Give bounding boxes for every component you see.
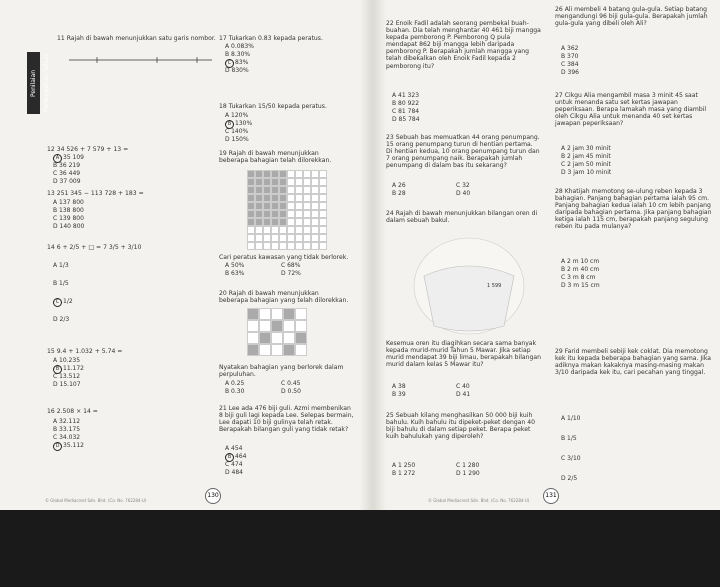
q19-option-d[interactable]: D 72% (281, 270, 301, 277)
grid-cell (255, 226, 263, 234)
q14-option-d[interactable]: D 2/3 (53, 316, 70, 323)
grid-cell (279, 186, 287, 194)
grid-cell (279, 234, 287, 242)
grid-cell (287, 242, 295, 250)
q23-option-a[interactable]: A 26 (392, 182, 406, 189)
grid-cell (271, 210, 279, 218)
q19-instruction: Cari peratus kawasan yang tidak berlorek. (219, 254, 349, 261)
q21-option-b[interactable]: B 464 (225, 453, 246, 462)
grid-cell (263, 194, 271, 202)
grid-cell (271, 332, 283, 344)
page-fold (360, 0, 386, 510)
q20-option-a[interactable]: A 0.25 (225, 380, 245, 387)
grid-cell (319, 170, 327, 178)
question-11: 11 Rajah di bawah menunjukkan satu garis nombor. (57, 35, 216, 42)
grid-cell (259, 332, 271, 344)
grid-cell (271, 308, 283, 320)
grid-cell (303, 226, 311, 234)
q16-option-a[interactable]: A 32.112 (53, 418, 81, 425)
q29-option-a[interactable]: A 1/10 (561, 415, 581, 422)
grid-cell (295, 218, 303, 226)
grid-cell (247, 320, 259, 332)
grid-cell (263, 242, 271, 250)
q19-option-b[interactable]: B 63% (225, 270, 245, 277)
grid-cell (295, 170, 303, 178)
q25-option-c[interactable]: C 1 280 (456, 462, 480, 469)
grid-cell (263, 178, 271, 186)
q18-option-b[interactable]: B 130% (225, 120, 252, 129)
q13-option-c[interactable]: C 139 800 (53, 215, 84, 222)
grid-cell (263, 226, 271, 234)
q25-option-a[interactable]: A 1 250 (392, 462, 416, 469)
grid-cell (247, 194, 255, 202)
grid-cell (311, 194, 319, 202)
question-29: 29 Farid membeli sebiji kek coklat. Dia memotong kek itu kepada beberapa bahagian yang sama. Jika adiknya makan kakaknya masing-masing makan 3/10 daripada kek itu, cari pecahan yang tinggal. (555, 348, 712, 377)
q15-option-a[interactable]: A 10.235 (53, 357, 81, 364)
question-22: 22 Enoik Fadil adalah seorang pembekal buah-buahan. Dia telah menghantar 40 461 biji mangga kepada pemborong P. Pemborong Q pula mendapat 862 biji mangga lebih daripada pemborong P. Berapakah jumlah mangga yang telah dibekalkan oleh Enoik Fadil kepada 2 pemborong itu? (386, 20, 541, 70)
grid-cell (303, 242, 311, 250)
q13-option-b[interactable]: B 138 800 (53, 207, 84, 214)
grid-cell (287, 194, 295, 202)
grid-cell (287, 186, 295, 194)
grid-cell (311, 186, 319, 194)
q18-option-c[interactable]: C 140% (225, 128, 249, 135)
grid-cell (283, 332, 295, 344)
q25-option-b[interactable]: B 1 272 (392, 470, 416, 477)
grid-cell (247, 226, 255, 234)
grid-cell (295, 202, 303, 210)
grid-cell (303, 210, 311, 218)
grid-cell (283, 308, 295, 320)
grid-cell (279, 202, 287, 210)
grid-cell (283, 344, 295, 356)
grid-cell (295, 194, 303, 202)
grid-cell (247, 344, 259, 356)
grid-cell (259, 308, 271, 320)
grid-cell (279, 178, 287, 186)
q27-option-a[interactable]: A 2 jam 30 minit (561, 145, 611, 152)
question-24: 24 Rajah di bawah menunjukkan bilangan oren di dalam sebuah bakul. (386, 210, 538, 225)
grid-cell (319, 202, 327, 210)
grid-cell (263, 210, 271, 218)
grid-cell (271, 186, 279, 194)
grid-cell (303, 194, 311, 202)
question-13: 13 251 345 − 113 728 + 183 = (47, 190, 144, 197)
grid-cell (311, 226, 319, 234)
q17-option-b[interactable]: B 8.30% (225, 51, 251, 58)
grid-cell (271, 170, 279, 178)
q19-grid (247, 170, 327, 250)
question-27: 27 Cikgu Alia mengambil masa 3 minit 45 saat untuk menanda satu set kertas jawapan peperiksaan. Berapa lamakah masa yang diambil oleh Cikgu Alia untuk menanda 40 set kertas jawapan peperiksaan? (555, 92, 707, 128)
q29-option-d[interactable]: D 2/5 (561, 475, 578, 482)
q18-option-a[interactable]: A 120% (225, 112, 249, 119)
grid-cell (287, 234, 295, 242)
q20-instruction: Nyatakan bahagian yang berlorek dalam perpuluhan. (219, 364, 344, 379)
grid-cell (287, 178, 295, 186)
grid-cell (263, 234, 271, 242)
grid-cell (287, 226, 295, 234)
grid-cell (311, 218, 319, 226)
grid-cell (303, 218, 311, 226)
q24-option-a[interactable]: A 38 (392, 383, 406, 390)
grid-cell (271, 202, 279, 210)
q27-option-d[interactable]: D 3 jam 10 minit (561, 169, 612, 176)
q17-option-a[interactable]: A 0.083% (225, 43, 254, 50)
grid-cell (295, 210, 303, 218)
question-28: 28 Khatijah memotong se-ulung reben kepada 3 bahagian. Panjang bahagian pertama ialah 95 cm. Panjang bahagian kedua ialah 10 cm lebih panjang daripada bahagian pertama. Jika panjang bahagian ketiga ialah 115 cm, berapakah panjang segulung reben itu pada mulanya? (555, 188, 712, 231)
grid-cell (279, 218, 287, 226)
grid-cell (259, 320, 271, 332)
grid-cell (263, 186, 271, 194)
q15-option-c[interactable]: C 13.512 (53, 373, 81, 380)
section-tab: Penilaian Pertengahan Tahun (27, 52, 40, 114)
grid-cell (279, 226, 287, 234)
grid-cell (279, 194, 287, 202)
q12-option-d[interactable]: D 37 009 (53, 178, 81, 185)
q14-option-b[interactable]: B 1/5 (53, 280, 69, 287)
grid-cell (295, 344, 307, 356)
q24-option-c[interactable]: C 40 (456, 383, 470, 390)
grid-cell (295, 226, 303, 234)
number-line (67, 52, 217, 68)
grid-cell (271, 344, 283, 356)
grid-cell (271, 234, 279, 242)
q16-option-c[interactable]: C 34.032 (53, 434, 81, 441)
q17-option-c[interactable]: C 83% (225, 59, 248, 68)
orange-basket-picture (404, 226, 534, 338)
q20-option-c[interactable]: C 0.45 (281, 380, 301, 387)
q21-option-a[interactable]: A 454 (225, 445, 243, 452)
q29-option-c[interactable]: C 3/10 (561, 455, 581, 462)
grid-cell (287, 202, 295, 210)
grid-cell (287, 210, 295, 218)
grid-cell (303, 186, 311, 194)
q27-option-c[interactable]: C 2 jam 50 minit (561, 161, 611, 168)
grid-cell (295, 242, 303, 250)
question-14: 14 6 + 2/5 + □ = 7 3/5 + 3/10 (47, 244, 142, 251)
q16-option-d[interactable]: D 35.112 (53, 442, 84, 451)
grid-cell (295, 178, 303, 186)
q14-option-a[interactable]: A 1/3 (53, 262, 69, 269)
q22-option-a[interactable]: A 41 323 (392, 92, 420, 99)
q26-option-a[interactable]: A 362 (561, 45, 579, 52)
q21-option-d[interactable]: D 484 (225, 469, 243, 476)
grid-cell (247, 178, 255, 186)
grid-cell (255, 186, 263, 194)
q19-option-a[interactable]: A 50% (225, 262, 245, 269)
q13-option-a[interactable]: A 137 800 (53, 199, 84, 206)
question-12: 12 34 526 + 7 579 + 13 = (47, 146, 129, 153)
grid-cell (319, 178, 327, 186)
q16-option-b[interactable]: B 33.175 (53, 426, 81, 433)
q24-option-d[interactable]: D 41 (456, 391, 471, 398)
q20-option-d[interactable]: D 0.50 (281, 388, 301, 395)
right-page-number: 131 (543, 488, 559, 504)
q15-option-d[interactable]: D 15.107 (53, 381, 81, 388)
grid-cell (311, 178, 319, 186)
q12-option-c[interactable]: C 36 449 (53, 170, 81, 177)
q26-option-d[interactable]: D 396 (561, 69, 579, 76)
grid-cell (247, 186, 255, 194)
q22-option-b[interactable]: B 80 922 (392, 100, 420, 107)
question-17: 17 Tukarkan 0.83 kepada peratus. (219, 35, 323, 42)
orange-count-label: 1 599 (487, 283, 502, 289)
grid-cell (319, 242, 327, 250)
grid-cell (295, 320, 307, 332)
grid-cell (247, 210, 255, 218)
q22-option-c[interactable]: C 81 784 (392, 108, 420, 115)
grid-cell (295, 308, 307, 320)
left-footer: © Global Mediacrest Sdn. Bhd. (Co. No. 762284-U) (45, 498, 147, 503)
q12-option-b[interactable]: B 36 219 (53, 162, 81, 169)
question-26: 26 Ali membeli 4 batang gula-gula. Setiap batang mengandungi 96 biji gula-gula. Berapakah jumlah gula-gula yang dibeli oleh Ali? (555, 6, 708, 28)
grid-cell (247, 170, 255, 178)
q24-option-b[interactable]: B 39 (392, 391, 406, 398)
grid-cell (311, 242, 319, 250)
q26-option-b[interactable]: B 370 (561, 53, 579, 60)
q23-option-d[interactable]: D 40 (456, 190, 471, 197)
grid-cell (311, 170, 319, 178)
grid-cell (319, 218, 327, 226)
grid-cell (311, 234, 319, 242)
grid-cell (319, 186, 327, 194)
grid-cell (279, 210, 287, 218)
grid-cell (303, 202, 311, 210)
grid-cell (271, 178, 279, 186)
q20-grid (247, 308, 307, 356)
grid-cell (247, 242, 255, 250)
q28-option-d[interactable]: D 3 m 15 cm (561, 282, 600, 289)
grid-cell (263, 218, 271, 226)
q21-option-c[interactable]: C 474 (225, 461, 243, 468)
grid-cell (259, 344, 271, 356)
grid-cell (287, 170, 295, 178)
grid-cell (271, 226, 279, 234)
grid-cell (255, 178, 263, 186)
q22-option-d[interactable]: D 85 784 (392, 116, 420, 123)
grid-cell (263, 202, 271, 210)
grid-cell (247, 308, 259, 320)
grid-cell (283, 320, 295, 332)
q17-option-d[interactable]: D 830% (225, 67, 249, 74)
left-page-number: 130 (205, 488, 221, 504)
grid-cell (271, 320, 283, 332)
grid-cell (279, 170, 287, 178)
grid-cell (295, 332, 307, 344)
grid-cell (319, 194, 327, 202)
grid-cell (255, 194, 263, 202)
grid-cell (255, 234, 263, 242)
question-25: 25 Sebuah kilang menghasilkan 50 000 biji kuih bahulu. Kuih bahulu itu dipeket-peket dengan 40 biji bahulu di dalam setiap peket. Berapa peket kuih bahulukah yang diperoleh? (386, 412, 535, 441)
q28-option-b[interactable]: B 2 m 40 cm (561, 266, 600, 273)
grid-cell (303, 178, 311, 186)
grid-cell (247, 332, 259, 344)
q26-option-c[interactable]: C 384 (561, 61, 579, 68)
q29-option-b[interactable]: B 1/5 (561, 435, 577, 442)
question-18: 18 Tukarkan 15/50 kepada peratus. (219, 103, 327, 110)
grid-cell (263, 170, 271, 178)
grid-cell (319, 234, 327, 242)
grid-cell (295, 234, 303, 242)
question-23: 23 Sebuah bas memuatkan 44 orang penumpang. 15 orang penumpang turun di hentian pertama. Di hentian kedua, 10 orang penumpang turun dan 7 orang penumpang naik. Berapakah jumlah penumpang di dalam bas itu sekarang? (386, 134, 540, 170)
question-16: 16 2.508 × 14 = (47, 408, 98, 415)
grid-cell (319, 210, 327, 218)
q24-instruction: Kesemua oren itu diagihkan secara sama banyak kepada murid-murid Tahun 5 Mawar. Jika setiap murid mendapat 39 biji limau, berapakah bilangan murid dalam kelas 5 Mawar itu? (386, 340, 541, 369)
dark-background (0, 510, 720, 587)
grid-cell (247, 202, 255, 210)
right-footer: © Global Mediacrest Sdn. Bhd. (Co. No. 762284-U) (428, 498, 530, 503)
q20-option-b[interactable]: B 0.30 (225, 388, 245, 395)
question-15: 15 9.4 + 1.032 + 5.74 = (47, 348, 123, 355)
q12-option-a[interactable]: A 35 109 (53, 154, 84, 163)
question-20: 20 Rajah di bawah menunjukkan beberapa bahagian yang telah dilorekkan. (219, 290, 349, 305)
grid-cell (271, 194, 279, 202)
grid-cell (311, 210, 319, 218)
grid-cell (311, 202, 319, 210)
q13-option-d[interactable]: D 140 800 (53, 223, 85, 230)
q28-option-c[interactable]: C 3 m 8 cm (561, 274, 596, 281)
q23-option-b[interactable]: B 28 (392, 190, 406, 197)
q15-option-b[interactable]: B 11.172 (53, 365, 84, 374)
q19-option-c[interactable]: C 68% (281, 262, 301, 269)
q18-option-d[interactable]: D 150% (225, 136, 249, 143)
grid-cell (287, 218, 295, 226)
grid-cell (255, 202, 263, 210)
grid-cell (303, 234, 311, 242)
grid-cell (271, 218, 279, 226)
q14-option-c[interactable]: C 1/2 (53, 298, 73, 307)
grid-cell (255, 218, 263, 226)
q25-option-d[interactable]: D 1 290 (456, 470, 480, 477)
question-19: 19 Rajah di bawah menunjukkan beberapa bahagian telah dilorekkan. (219, 150, 332, 165)
grid-cell (255, 210, 263, 218)
question-21: 21 Lee ada 476 biji guli. Azmi membenikan 8 biji guli lagi kepada Lee. Selepas bermain, Lee dapati 10 biji gulinya telah retak. Berapakah bilangan guli yang tidak retak? (219, 405, 354, 434)
grid-cell (271, 242, 279, 250)
grid-cell (255, 170, 263, 178)
grid-cell (279, 242, 287, 250)
q28-option-a[interactable]: A 2 m 10 cm (561, 258, 600, 265)
q27-option-b[interactable]: B 2 jam 45 minit (561, 153, 611, 160)
grid-cell (255, 242, 263, 250)
grid-cell (247, 234, 255, 242)
grid-cell (303, 170, 311, 178)
grid-cell (319, 226, 327, 234)
q23-option-c[interactable]: C 32 (456, 182, 470, 189)
grid-cell (247, 218, 255, 226)
grid-cell (295, 186, 303, 194)
